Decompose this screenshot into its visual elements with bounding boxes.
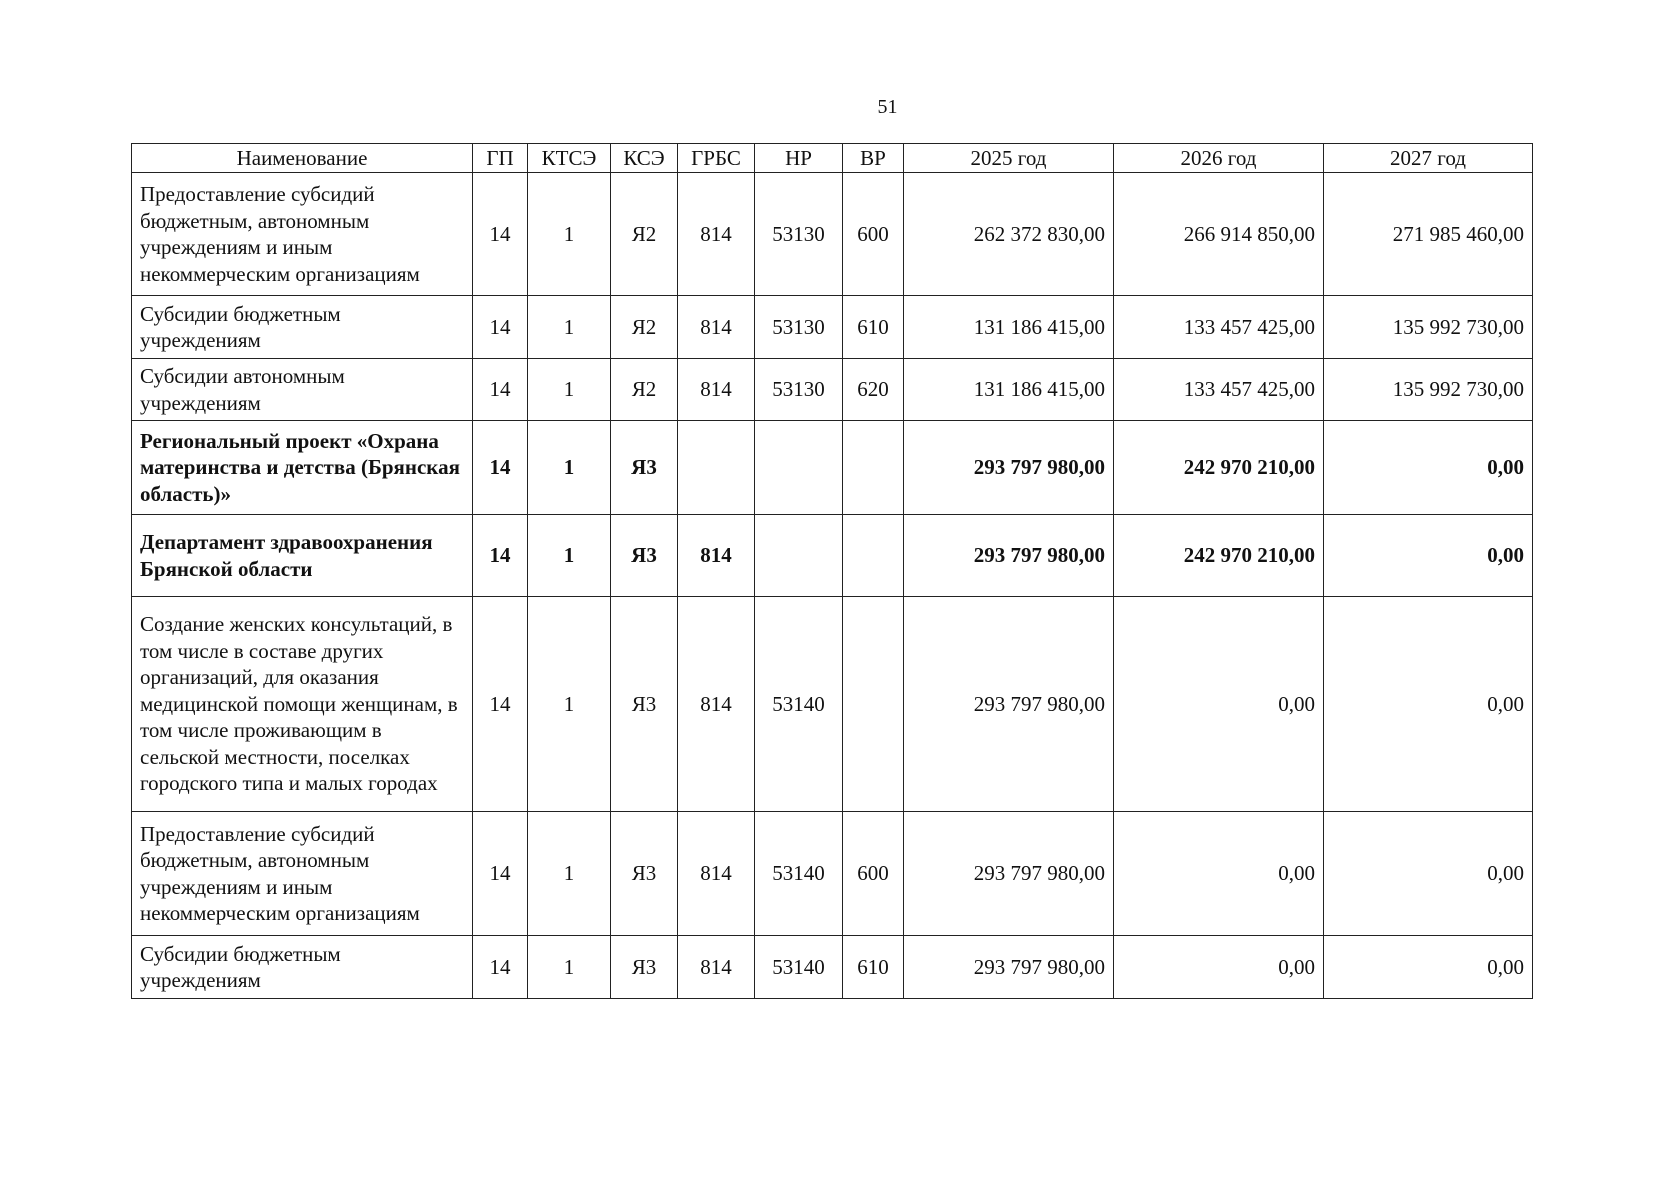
row-kse: Я3 [611, 597, 678, 812]
row-2026: 133 457 425,00 [1114, 359, 1324, 421]
header-2027: 2027 год [1324, 144, 1533, 173]
row-2026: 242 970 210,00 [1114, 515, 1324, 597]
table-row [132, 515, 1533, 597]
table-row [132, 173, 1533, 296]
row-ktse: 1 [528, 296, 611, 359]
row-2027: 135 992 730,00 [1324, 296, 1533, 359]
row-vr: 600 [843, 173, 904, 296]
table-row [132, 936, 1533, 999]
row-gp: 14 [473, 359, 528, 421]
row-2027: 0,00 [1324, 515, 1533, 597]
row-2025: 131 186 415,00 [904, 359, 1114, 421]
row-nr [755, 515, 843, 597]
row-2025: 131 186 415,00 [904, 296, 1114, 359]
row-vr [843, 515, 904, 597]
row-2026: 266 914 850,00 [1114, 173, 1324, 296]
row-2027: 271 985 460,00 [1324, 173, 1533, 296]
row-name: Создание женских консультаций, в том числе в составе других организаций, для оказания медицинской помощи женщинам, в том числе проживающим в сельской местности, поселках городского типа и малых городах [132, 597, 473, 812]
row-vr: 610 [843, 296, 904, 359]
row-grbs: 814 [678, 173, 755, 296]
row-kse: Я3 [611, 812, 678, 936]
row-kse: Я3 [611, 936, 678, 999]
row-2027: 0,00 [1324, 812, 1533, 936]
row-gp: 14 [473, 936, 528, 999]
row-name: Предоставление субсидий бюджетным, автономным учреждениям и иным некоммерческим организациям [132, 812, 473, 936]
row-2025: 262 372 830,00 [904, 173, 1114, 296]
header-vr: ВР [843, 144, 904, 173]
row-2025: 293 797 980,00 [904, 597, 1114, 812]
row-grbs: 814 [678, 296, 755, 359]
row-name: Региональный проект «Охрана материнства и детства (Брянская область)» [132, 421, 473, 515]
row-grbs [678, 421, 755, 515]
table-row [132, 597, 1533, 812]
row-ktse: 1 [528, 515, 611, 597]
row-vr [843, 597, 904, 812]
row-2026: 133 457 425,00 [1114, 296, 1324, 359]
row-gp: 14 [473, 296, 528, 359]
row-ktse: 1 [528, 597, 611, 812]
table-header-row [132, 144, 1533, 173]
row-grbs: 814 [678, 515, 755, 597]
row-vr: 610 [843, 936, 904, 999]
row-2026: 0,00 [1114, 936, 1324, 999]
row-name: Предоставление субсидий бюджетным, автономным учреждениям и иным некоммерческим организациям [132, 173, 473, 296]
row-vr: 600 [843, 812, 904, 936]
row-2026: 242 970 210,00 [1114, 421, 1324, 515]
header-2026: 2026 год [1114, 144, 1324, 173]
row-2027: 0,00 [1324, 421, 1533, 515]
row-kse: Я2 [611, 173, 678, 296]
row-grbs: 814 [678, 359, 755, 421]
row-gp: 14 [473, 173, 528, 296]
row-nr [755, 421, 843, 515]
row-2026: 0,00 [1114, 812, 1324, 936]
row-2027: 0,00 [1324, 597, 1533, 812]
row-vr [843, 421, 904, 515]
row-2027: 135 992 730,00 [1324, 359, 1533, 421]
row-nr: 53130 [755, 359, 843, 421]
row-gp: 14 [473, 812, 528, 936]
row-grbs: 814 [678, 597, 755, 812]
header-grbs: ГРБС [678, 144, 755, 173]
row-nr: 53130 [755, 173, 843, 296]
row-kse: Я2 [611, 359, 678, 421]
row-2026: 0,00 [1114, 597, 1324, 812]
row-nr: 53140 [755, 936, 843, 999]
row-2025: 293 797 980,00 [904, 515, 1114, 597]
row-vr: 620 [843, 359, 904, 421]
page-number: 51 [877, 96, 898, 118]
row-nr: 53130 [755, 296, 843, 359]
header-2025: 2025 год [904, 144, 1114, 173]
row-grbs: 814 [678, 936, 755, 999]
row-ktse: 1 [528, 359, 611, 421]
row-nr: 53140 [755, 812, 843, 936]
row-ktse: 1 [528, 812, 611, 936]
row-name: Субсидии автономным учреждениям [132, 359, 473, 421]
row-ktse: 1 [528, 173, 611, 296]
table-row [132, 812, 1533, 936]
row-kse: Я3 [611, 421, 678, 515]
row-grbs: 814 [678, 812, 755, 936]
row-gp: 14 [473, 597, 528, 812]
row-kse: Я2 [611, 296, 678, 359]
row-name: Департамент здравоохранения Брянской области [132, 515, 473, 597]
header-ktse: КТСЭ [528, 144, 611, 173]
row-name: Субсидии бюджетным учреждениям [132, 936, 473, 999]
row-name: Субсидии бюджетным учреждениям [132, 296, 473, 359]
table-row [132, 421, 1533, 515]
row-2025: 293 797 980,00 [904, 936, 1114, 999]
table-row [132, 296, 1533, 359]
header-nr: НР [755, 144, 843, 173]
row-2027: 0,00 [1324, 936, 1533, 999]
row-ktse: 1 [528, 936, 611, 999]
row-kse: Я3 [611, 515, 678, 597]
row-nr: 53140 [755, 597, 843, 812]
row-gp: 14 [473, 515, 528, 597]
header-name: Наименование [132, 144, 473, 173]
header-kse: КСЭ [611, 144, 678, 173]
header-gp: ГП [473, 144, 528, 173]
budget-table [131, 143, 1533, 999]
row-gp: 14 [473, 421, 528, 515]
row-2025: 293 797 980,00 [904, 812, 1114, 936]
row-2025: 293 797 980,00 [904, 421, 1114, 515]
table-row [132, 359, 1533, 421]
row-ktse: 1 [528, 421, 611, 515]
